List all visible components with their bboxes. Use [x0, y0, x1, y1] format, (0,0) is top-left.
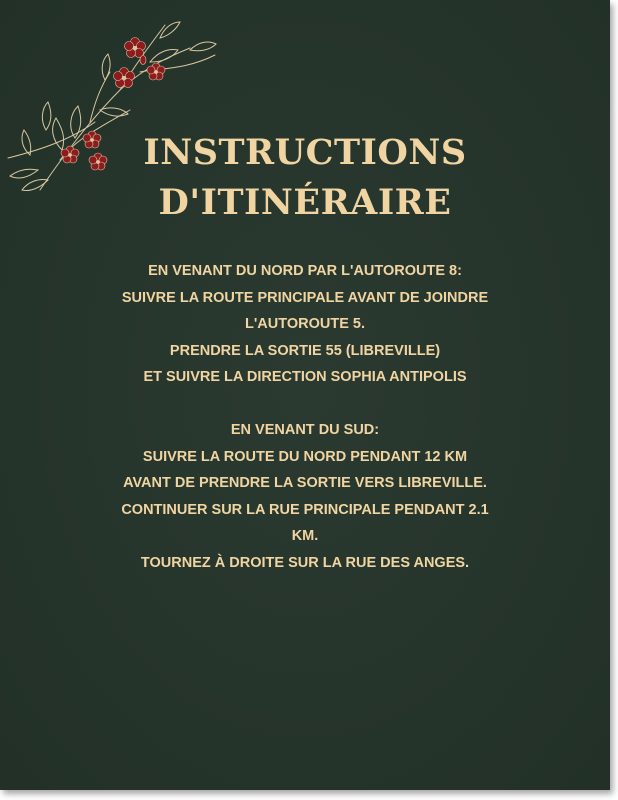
north-line: ET SUIVRE LA DIRECTION SOPHIA ANTIPOLIS	[143, 369, 467, 385]
page-title	[100, 128, 510, 228]
north-line: SUIVRE LA ROUTE PRINCIPALE AVANT DE JOINDRE	[121, 289, 489, 306]
south-line: KM.	[291, 528, 319, 544]
north-line: PRENDRE LA SORTIE 55 (LIBREVILLE)	[169, 342, 441, 359]
south-line: TOURNEZ À DROITE SUR LA RUE DES ANGES.	[140, 554, 470, 571]
title-line-2: D'ITINÉRAIRE	[158, 182, 452, 223]
directions-text	[90, 258, 520, 576]
north-line: L'AUTOROUTE 5.	[245, 316, 365, 332]
section-spacer	[90, 391, 520, 418]
south-line: CONTINUER SUR LA RUE PRINCIPALE PENDANT 2.1	[121, 501, 489, 518]
south-line: AVANT DE PRENDRE LA SORTIE VERS LIBREVILLE.	[123, 475, 487, 491]
title-line-1: INSTRUCTIONS	[143, 132, 467, 173]
north-heading: EN VENANT DU NORD PAR L'AUTOROUTE 8:	[148, 263, 462, 279]
south-heading: EN VENANT DU SUD:	[230, 422, 380, 438]
south-line: SUIVRE LA ROUTE DU NORD PENDANT 12 KM	[142, 448, 468, 465]
